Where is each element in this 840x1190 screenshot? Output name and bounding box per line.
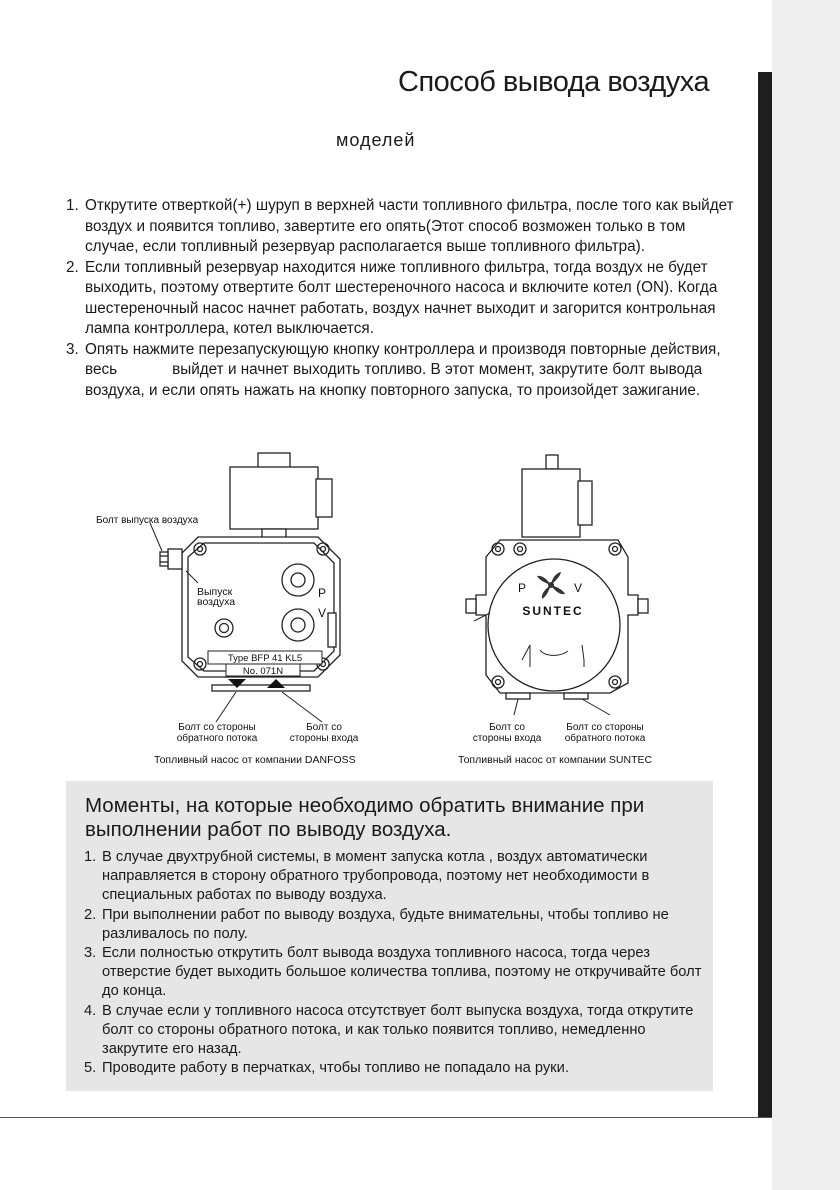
step-number: 3. (66, 340, 79, 358)
danfoss-port-v: V (318, 606, 327, 620)
step-text-b: выйдет и начнет выходить топливо. В этот момент, закрутите болт вывода воздуха, и если опять нажать на кнопку повторного запуска, то произойдет зажигание. (85, 361, 703, 399)
page-side-bar (758, 72, 772, 1117)
footer-divider (0, 1117, 772, 1118)
note-item (84, 1059, 704, 1078)
note-text: В случае двухтрубной системы, в момент запуска котла , воздух автоматически направляется в сторону обратного трубопровода, поэтому нет необходимости в специальных работах по выводу воздуха. (102, 849, 650, 904)
step-number: 1. (66, 197, 79, 214)
danfoss-outlet-label-1: Выпуск (197, 586, 233, 598)
danfoss-caption: Топливный насос от компании DANFOSS (154, 754, 356, 766)
danfoss-bleed-bolt-label: Болт выпуска воздуха (96, 515, 199, 526)
suntec-brand-label: SUNTEC (522, 604, 584, 618)
danfoss-outlet-label-2: воздуха (197, 596, 236, 608)
danfoss-pump-drawing (150, 453, 340, 722)
note-text: При выполнении работ по выводу воздуха, будьте внимательны, чтобы топливо не разливалось по полу. (102, 906, 669, 942)
danfoss-return-bolt-label-1: Болт со стороны (178, 722, 256, 733)
suntec-caption: Топливный насос от компании SUNTEC (458, 754, 653, 766)
step-text: Открутите отверткой(+) шуруп в верхней части топливного фильтра, после того как выйдет воздух и появится топливо, завертите его опять(Этот способ возможен только в том случае, если топливный резервуар располагается выше топливного фильтра). (85, 197, 734, 255)
page-title: Способ вывода воздуха (398, 66, 710, 98)
instruction-steps (66, 196, 736, 401)
note-number: 1. (84, 849, 97, 865)
notes-heading: Моменты, на которые необходимо обратить внимание при выполнении работ по выводу воздуха. (85, 794, 645, 841)
step-text: Если топливный резервуар находится ниже топливного фильтра, тогда воздух не будет выходить, поэтому отвертите болт шестереночного насоса и включите котел (ON). Когда шестереночный насос начнет работать, воздух начнет выходит и загорится контрольная лампа контроллера, котел выключается. (85, 258, 718, 337)
danfoss-inlet-bolt-label-2: стороны входа (289, 733, 359, 744)
step-number: 2. (66, 258, 79, 276)
note-item (84, 1002, 704, 1060)
danfoss-inlet-bolt-label-1: Болт со (306, 722, 342, 733)
danfoss-number-plate: No. 071N (242, 666, 284, 677)
suntec-inlet-bolt-label-2: стороны входа (472, 733, 542, 744)
page-side-strip (772, 0, 840, 1190)
notes-list (84, 848, 704, 1078)
note-number: 5. (84, 1060, 97, 1077)
note-text: Проводите работу в перчатках, чтобы топливо не попадало на руки. (102, 1060, 569, 1077)
suntec-inlet-bolt-label-1: Болт со (489, 722, 525, 733)
note-text: Если полностью открутить болт вывода воздуха топливного насоса, тогда через отверстие будет выходить большое количества топлива, поэтому не откручивайте болт до конца. (102, 945, 702, 1000)
note-item (84, 906, 704, 944)
suntec-pump-drawing (466, 455, 648, 715)
step-2 (66, 258, 736, 340)
pump-diagrams (90, 445, 710, 775)
step-1 (66, 196, 736, 258)
danfoss-type-plate: Type BFP 41 KL5 (227, 653, 303, 664)
note-text: В случае если у топливного насоса отсутствует болт выпуска воздуха, тогда открутите болт со стороны обратного потока, и как только появится топливо, немедленно закрутите его назад. (102, 1002, 694, 1058)
step-text-a: Опять нажмите перезапускующую кнопку контроллера и производя повторные действия, весь (85, 340, 721, 378)
danfoss-return-bolt-label-2: обратного потока (176, 733, 258, 744)
notes-box (66, 781, 713, 1091)
suntec-return-bolt-label-1: Болт со стороны (566, 722, 644, 733)
suntec-port-v: V (574, 581, 583, 595)
danfoss-port-p: P (318, 586, 327, 600)
note-item (84, 944, 704, 1002)
note-number: 2. (84, 906, 97, 923)
note-item (84, 848, 704, 906)
suntec-return-bolt-label-2: обратного потока (564, 733, 646, 744)
suntec-port-p: P (518, 581, 527, 595)
note-number: 3. (84, 945, 97, 962)
step-3 (66, 340, 736, 402)
note-number: 4. (84, 1002, 97, 1019)
page-subtitle: моделей (336, 130, 416, 150)
